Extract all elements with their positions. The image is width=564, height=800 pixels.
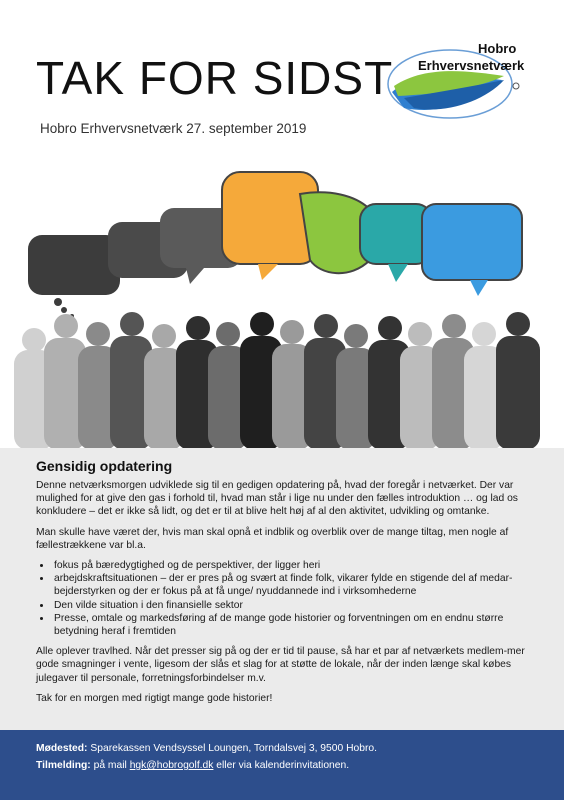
footer-info-bar — [0, 730, 564, 800]
article-heading: Gensidig opdatering — [36, 458, 173, 474]
bullet-item: • fokus på bæredygtighed og de perspektiver, der ligger heri — [52, 559, 544, 572]
bullet-item: • arbejdskraftsituationen – der er pres på og svært at finde folk, vikarer fylde en stigende del af medar-bejderstyrken og der er fokus på at få unge/ nyuddannede ind i virksomhederne — [52, 572, 544, 598]
hero-illustration — [0, 150, 564, 450]
bullet-item: • Den vilde situation i den finansielle sektor — [52, 599, 544, 612]
speech-bubble-blue — [422, 204, 522, 280]
logo-text-erhvervsnetvaerk: Erhvervsnetværk — [418, 58, 525, 73]
venue-text: Sparekassen Vendsyssel Loungen, Torndalsvej 3, 9500 Hobro. — [90, 743, 377, 754]
article-paragraph-2: Man skulle have været der, hvis man skal opnå et indblik og overblik over de mange tiltag, men nogle af fællestrækkene var bl.a. — [36, 526, 509, 551]
logo-text-hobro: Hobro — [478, 41, 517, 56]
page-title: TAK FOR SIDST — [36, 52, 394, 104]
venue-row — [36, 743, 377, 754]
bullet-item: • Presse, omtale og markedsføring af de mange gode historier og forventningen om en endnu større betydning heraf i fremtiden — [52, 612, 544, 638]
signup-email-link[interactable]: hgk@hobrogolf.dk — [129, 760, 214, 771]
article-paragraph-3: Alle oplever travlhed. Når det presser sig på og der er tid til pause, så har et par af netværkets medlem-mer gode smagninger i vente, ligesom der slås et slag for at støtte de lokale, når der inden længe skal købes julegaver til personale, forretningsforbindelser m.v. — [36, 646, 525, 684]
signup-pre-text: på mail — [93, 760, 127, 771]
signup-post-text: eller via kalenderinvitationen. — [216, 760, 350, 771]
page-subtitle: Hobro Erhvervsnetværk 27. september 2019 — [40, 121, 307, 136]
article-paragraph-4: Tak for en morgen med rigtigt mange gode historier! — [36, 692, 273, 704]
venue-label: Mødested: — [36, 743, 88, 754]
crowd-silhouettes — [14, 312, 540, 450]
signup-row — [36, 760, 349, 771]
article-bullet-list — [36, 559, 544, 638]
article-section — [0, 448, 564, 730]
hobro-erhvervsnetvaerk-logo — [384, 36, 534, 126]
speech-bubbles-crowd-graphic — [0, 150, 564, 450]
article-paragraph-1: Denne netværksmorgen udviklede sig til en gedigen opdatering på, hvad der foregår i netværket. Der var mulighed for at give den gas i forhold til, hvad man står i lige nu under den fælles introduktion … og lad os konkludere – det er ikke så lidt, og det er til at blive helt høj af al den aktivitet, udvikling og omtanke. — [36, 480, 518, 518]
speech-bubble-dark-1 — [28, 235, 120, 295]
signup-label: Tilmelding: — [36, 760, 91, 771]
